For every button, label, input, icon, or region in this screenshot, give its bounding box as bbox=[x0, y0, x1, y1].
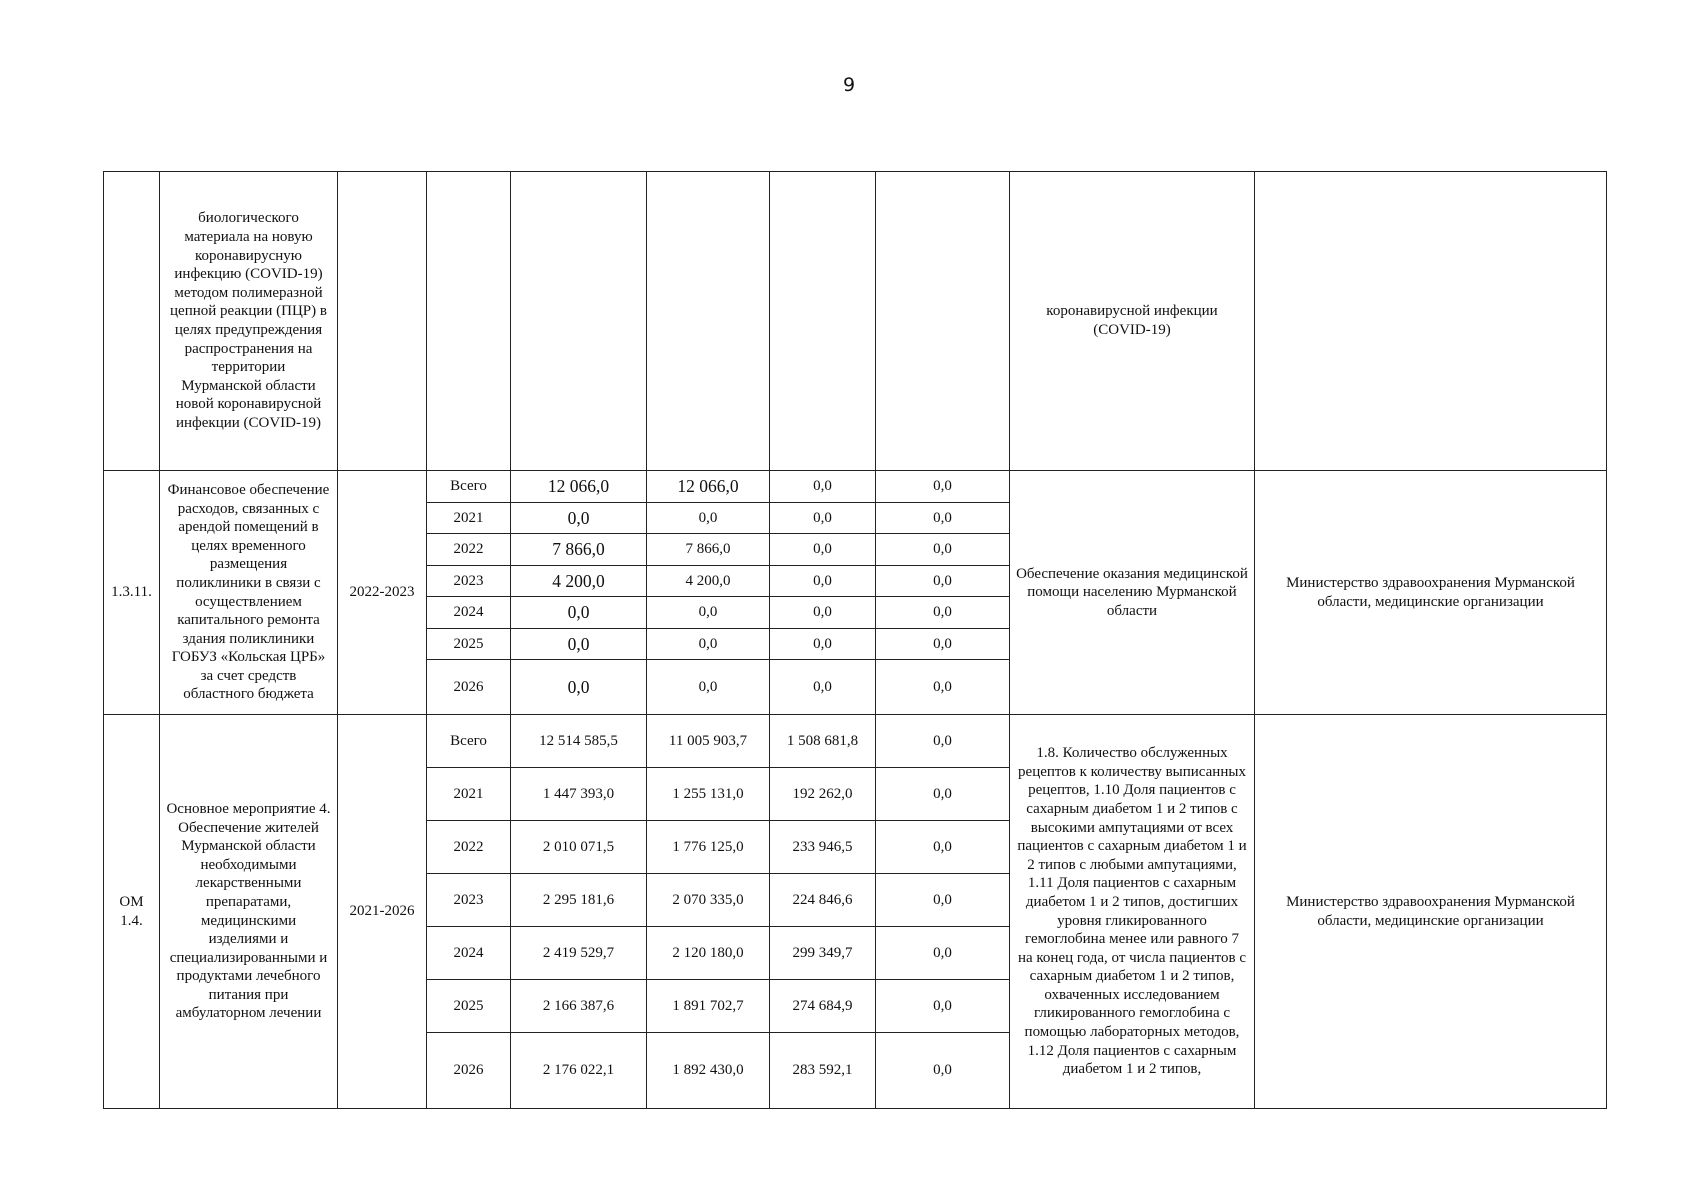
federal-cell: 0,0 bbox=[770, 534, 876, 566]
federal-cell: 1 508 681,8 bbox=[770, 715, 876, 768]
federal-cell: 0,0 bbox=[770, 629, 876, 660]
regional-cell: 7 866,0 bbox=[647, 534, 770, 566]
federal-cell: 224 846,6 bbox=[770, 874, 876, 927]
result-cell: коронавирусной инфекции (COVID-19) bbox=[1010, 172, 1255, 471]
federal-cell: 0,0 bbox=[770, 566, 876, 597]
federal-cell: 0,0 bbox=[770, 660, 876, 715]
program-table bbox=[103, 171, 1607, 1109]
activity-result: Обеспечение оказания медицинской помощи населению Мурманской области bbox=[1010, 471, 1255, 715]
total-cell: 12 066,0 bbox=[511, 471, 647, 503]
total-cell: 4 200,0 bbox=[511, 566, 647, 597]
total-cell: 2 295 181,6 bbox=[511, 874, 647, 927]
regional-cell: 2 070 335,0 bbox=[647, 874, 770, 927]
regional-cell: 0,0 bbox=[647, 597, 770, 629]
regional-cell: 11 005 903,7 bbox=[647, 715, 770, 768]
regional-cell: 2 120 180,0 bbox=[647, 927, 770, 980]
regional-cell: 1 891 702,7 bbox=[647, 980, 770, 1033]
regional-cell: 0,0 bbox=[647, 660, 770, 715]
id-cell-empty bbox=[104, 172, 160, 471]
activity-id: 1.3.11. bbox=[104, 471, 160, 715]
year-cell: Всего bbox=[427, 471, 511, 503]
total-cell: 0,0 bbox=[511, 503, 647, 534]
activity-executor: Министерство здравоохранения Мурманской области, медицинские организации bbox=[1255, 471, 1607, 715]
year-cell: 2024 bbox=[427, 597, 511, 629]
other-cell: 0,0 bbox=[876, 471, 1010, 503]
year-cell: 2023 bbox=[427, 874, 511, 927]
page-number: 9 bbox=[842, 74, 856, 96]
total-cell: 7 866,0 bbox=[511, 534, 647, 566]
activity-executor: Министерство здравоохранения Мурманской области, медицинские организации bbox=[1255, 715, 1607, 1109]
year-cell: 2023 bbox=[427, 566, 511, 597]
total-cell: 0,0 bbox=[511, 660, 647, 715]
federal-cell: 192 262,0 bbox=[770, 768, 876, 821]
total-cell: 2 010 071,5 bbox=[511, 821, 647, 874]
activity-name-cell: биологического материала на новую коронавирусную инфекцию (COVID-19) методом полимеразной цепной реакции (ПЦР) в целях предупреждения распространения на территории Мурманской области новой коронавирусной инфекции (COVID-19) bbox=[160, 172, 338, 471]
other-cell: 0,0 bbox=[876, 629, 1010, 660]
year-cell: 2026 bbox=[427, 660, 511, 715]
total-cell: 12 514 585,5 bbox=[511, 715, 647, 768]
activity-period: 2021-2026 bbox=[338, 715, 427, 1109]
federal-cell: 274 684,9 bbox=[770, 980, 876, 1033]
other-cell: 0,0 bbox=[876, 715, 1010, 768]
other-cell: 0,0 bbox=[876, 566, 1010, 597]
federal-cell: 0,0 bbox=[770, 597, 876, 629]
federal-cell: 299 349,7 bbox=[770, 927, 876, 980]
federal-cell: 0,0 bbox=[770, 503, 876, 534]
total-cell: 0,0 bbox=[511, 629, 647, 660]
federal-cell: 0,0 bbox=[770, 471, 876, 503]
other-cell: 0,0 bbox=[876, 768, 1010, 821]
regional-cell: 0,0 bbox=[647, 629, 770, 660]
total-cell: 2 166 387,6 bbox=[511, 980, 647, 1033]
activity-result: 1.8. Количество обслуженных рецептов к количеству выписанных рецептов, 1.10 Доля пациентов с сахарным диабетом 1 и 2 типов с высокими ампутациями от всех пациентов с сахарным диабетом 1 и 2 типов с любыми ампутациями, 1.11 Доля пациентов с сахарным диабетом 1 и 2 типов, достигших уровня гликированного гемоглобина менее или равного 7 на конец года, от числа пациентов с сахарным диабетом 1 и 2 типов, охваченных исследованием гликированного гемоглобина с помощью лабораторных методов, 1.12 Доля пациентов с сахарным диабетом 1 и 2 типов, bbox=[1010, 715, 1255, 1109]
activity-name: Основное мероприятие 4. Обеспечение жителей Мурманской области необходимыми лекарственными препаратами, медицинскими изделиями и специализированными и продуктами лечебного питания при амбулаторном лечении bbox=[160, 715, 338, 1109]
federal-cell-empty bbox=[770, 172, 876, 471]
year-cell: 2022 bbox=[427, 534, 511, 566]
year-cell-empty bbox=[427, 172, 511, 471]
year-cell: Всего bbox=[427, 715, 511, 768]
year-cell: 2021 bbox=[427, 768, 511, 821]
activity-period: 2022-2023 bbox=[338, 471, 427, 715]
other-cell-empty bbox=[876, 172, 1010, 471]
year-cell: 2021 bbox=[427, 503, 511, 534]
regional-cell: 1 892 430,0 bbox=[647, 1033, 770, 1109]
year-cell: 2025 bbox=[427, 629, 511, 660]
total-cell-empty bbox=[511, 172, 647, 471]
table-row-continued bbox=[104, 172, 1607, 471]
regional-cell: 12 066,0 bbox=[647, 471, 770, 503]
other-cell: 0,0 bbox=[876, 534, 1010, 566]
other-cell: 0,0 bbox=[876, 597, 1010, 629]
total-cell: 0,0 bbox=[511, 597, 647, 629]
total-cell: 2 176 022,1 bbox=[511, 1033, 647, 1109]
other-cell: 0,0 bbox=[876, 503, 1010, 534]
regional-cell: 1 776 125,0 bbox=[647, 821, 770, 874]
other-cell: 0,0 bbox=[876, 660, 1010, 715]
regional-cell-empty bbox=[647, 172, 770, 471]
other-cell: 0,0 bbox=[876, 1033, 1010, 1109]
total-cell: 1 447 393,0 bbox=[511, 768, 647, 821]
other-cell: 0,0 bbox=[876, 927, 1010, 980]
year-cell: 2026 bbox=[427, 1033, 511, 1109]
executor-cell-empty bbox=[1255, 172, 1607, 471]
other-cell: 0,0 bbox=[876, 980, 1010, 1033]
year-cell: 2024 bbox=[427, 927, 511, 980]
year-cell: 2025 bbox=[427, 980, 511, 1033]
table-row bbox=[104, 715, 1607, 768]
federal-cell: 233 946,5 bbox=[770, 821, 876, 874]
table-row bbox=[104, 471, 1607, 503]
regional-cell: 0,0 bbox=[647, 503, 770, 534]
regional-cell: 4 200,0 bbox=[647, 566, 770, 597]
activity-id: ОМ 1.4. bbox=[104, 715, 160, 1109]
other-cell: 0,0 bbox=[876, 874, 1010, 927]
regional-cell: 1 255 131,0 bbox=[647, 768, 770, 821]
year-cell: 2022 bbox=[427, 821, 511, 874]
period-cell-empty bbox=[338, 172, 427, 471]
total-cell: 2 419 529,7 bbox=[511, 927, 647, 980]
other-cell: 0,0 bbox=[876, 821, 1010, 874]
federal-cell: 283 592,1 bbox=[770, 1033, 876, 1109]
activity-name: Финансовое обеспечение расходов, связанных с арендой помещений в целях временного размещения поликлиники в связи с осуществлением капитального ремонта здания поликлиники ГОБУЗ «Кольская ЦРБ» за счет средств областного бюджета bbox=[160, 471, 338, 715]
